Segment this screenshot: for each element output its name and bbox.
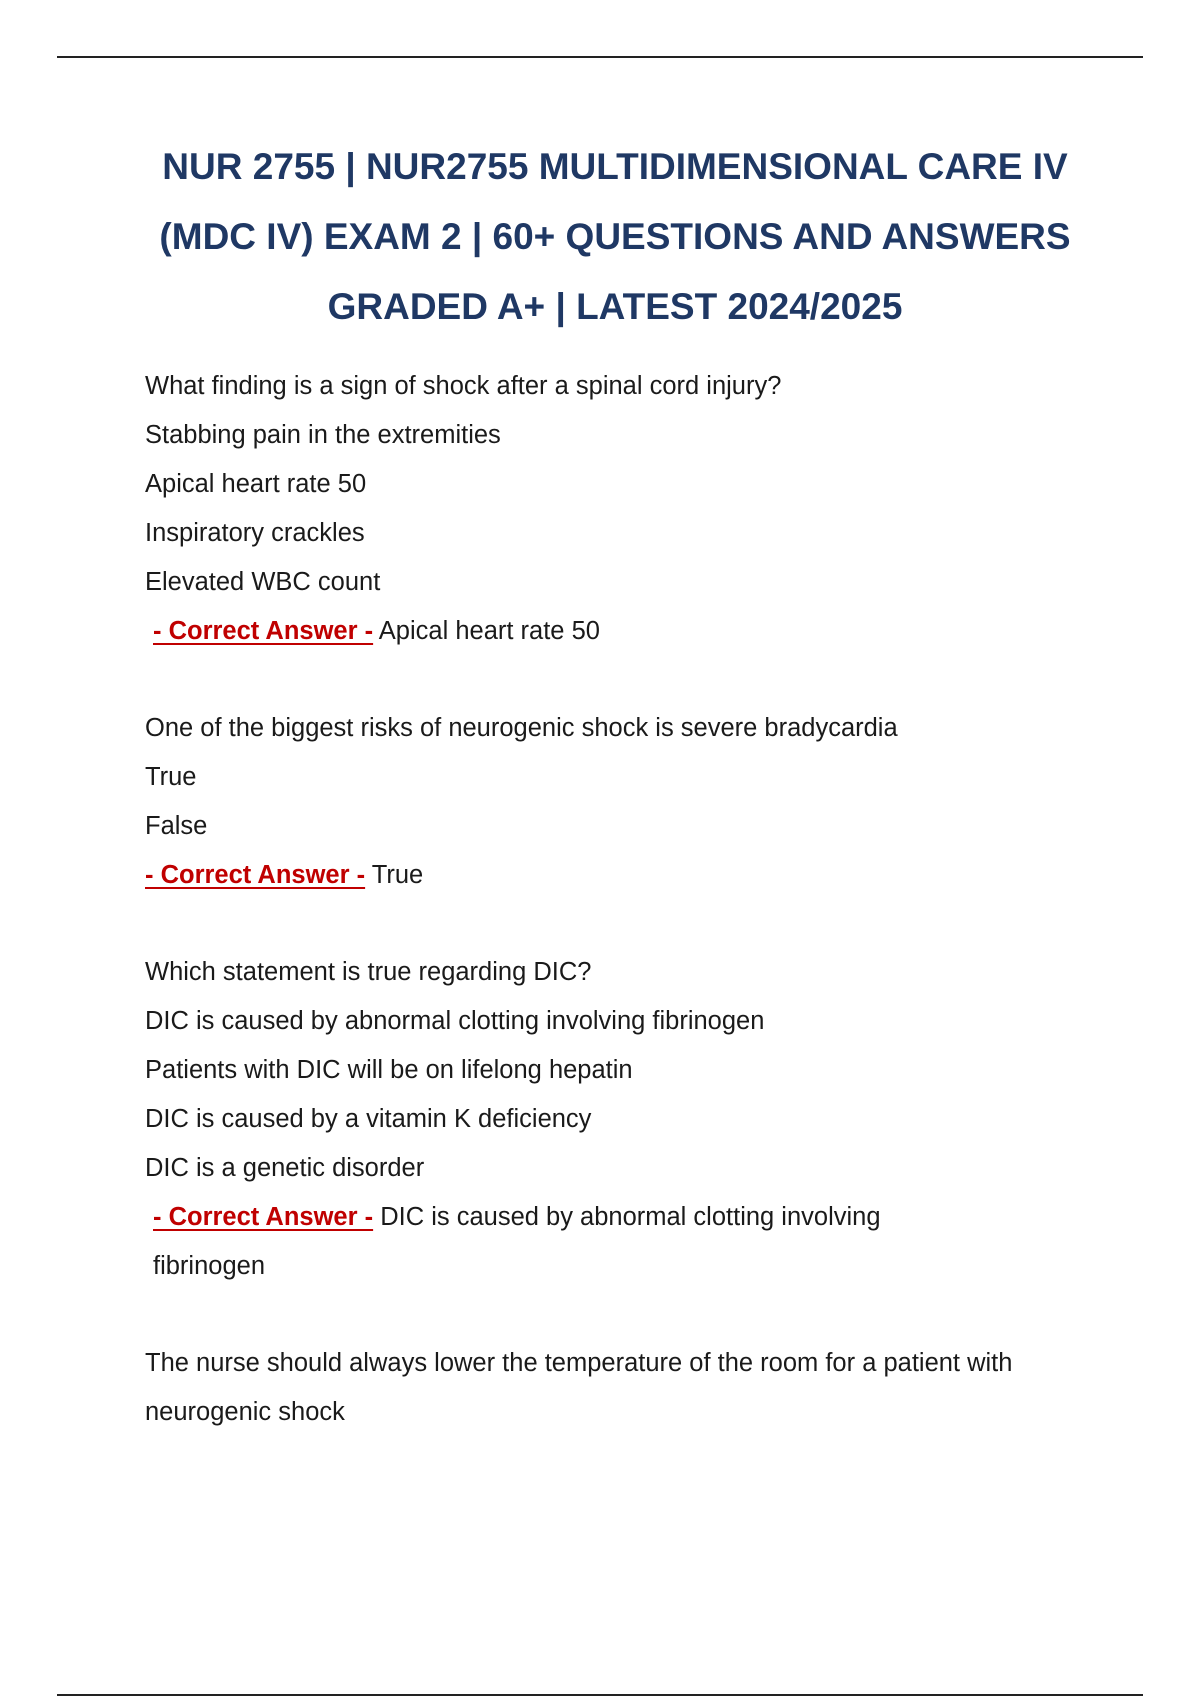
correct-answer-label: - Correct Answer - [145, 861, 366, 889]
answer-option: Patients with DIC will be on lifelong hepatin [145, 1056, 633, 1084]
answer-option: Stabbing pain in the extremities [145, 421, 501, 449]
question-block [145, 362, 1105, 656]
answer-option: DIC is a genetic disorder [145, 1154, 425, 1182]
question-text: Which statement is true regarding DIC? [145, 958, 592, 986]
question-text: The nurse should always lower the temperature of the room for a patient with neurogenic shock [145, 1349, 1013, 1426]
correct-answer-text: True [371, 861, 424, 889]
question-block [145, 704, 1105, 900]
question-text: One of the biggest risks of neurogenic shock is severe bradycardia [145, 714, 898, 742]
question-text: What finding is a sign of shock after a spinal cord injury? [145, 372, 782, 400]
document-title: NUR 2755 | NUR2755 MULTIDIMENSIONAL CARE IV (MDC IV) EXAM 2 | 60+ QUESTIONS AND ANSWERS GRADED A+ | LATEST 2024/2025 [159, 146, 1071, 327]
answer-option: DIC is caused by a vitamin K deficiency [145, 1105, 592, 1133]
answer-option: False [145, 812, 208, 840]
answer-option: Inspiratory crackles [145, 519, 365, 547]
answer-option: DIC is caused by abnormal clotting involving fibrinogen [145, 1007, 765, 1035]
question-block [145, 948, 1105, 1291]
correct-answer-text: Apical heart rate 50 [378, 617, 600, 645]
answer-option: Apical heart rate 50 [145, 470, 367, 498]
correct-answer-line [145, 607, 1105, 656]
answer-option: Elevated WBC count [145, 568, 381, 596]
correct-answer-text: DIC is caused by abnormal clotting involving fibrinogen [153, 1203, 881, 1280]
answer-option: True [145, 763, 197, 791]
question-block [145, 1339, 1105, 1437]
correct-answer-label: - Correct Answer - [153, 617, 374, 645]
correct-answer-line [145, 1193, 973, 1291]
correct-answer-label: - Correct Answer - [153, 1203, 374, 1231]
top-divider [57, 56, 1143, 58]
correct-answer-line [145, 851, 1105, 900]
bottom-divider [57, 1694, 1143, 1696]
question-list [145, 362, 1105, 1437]
